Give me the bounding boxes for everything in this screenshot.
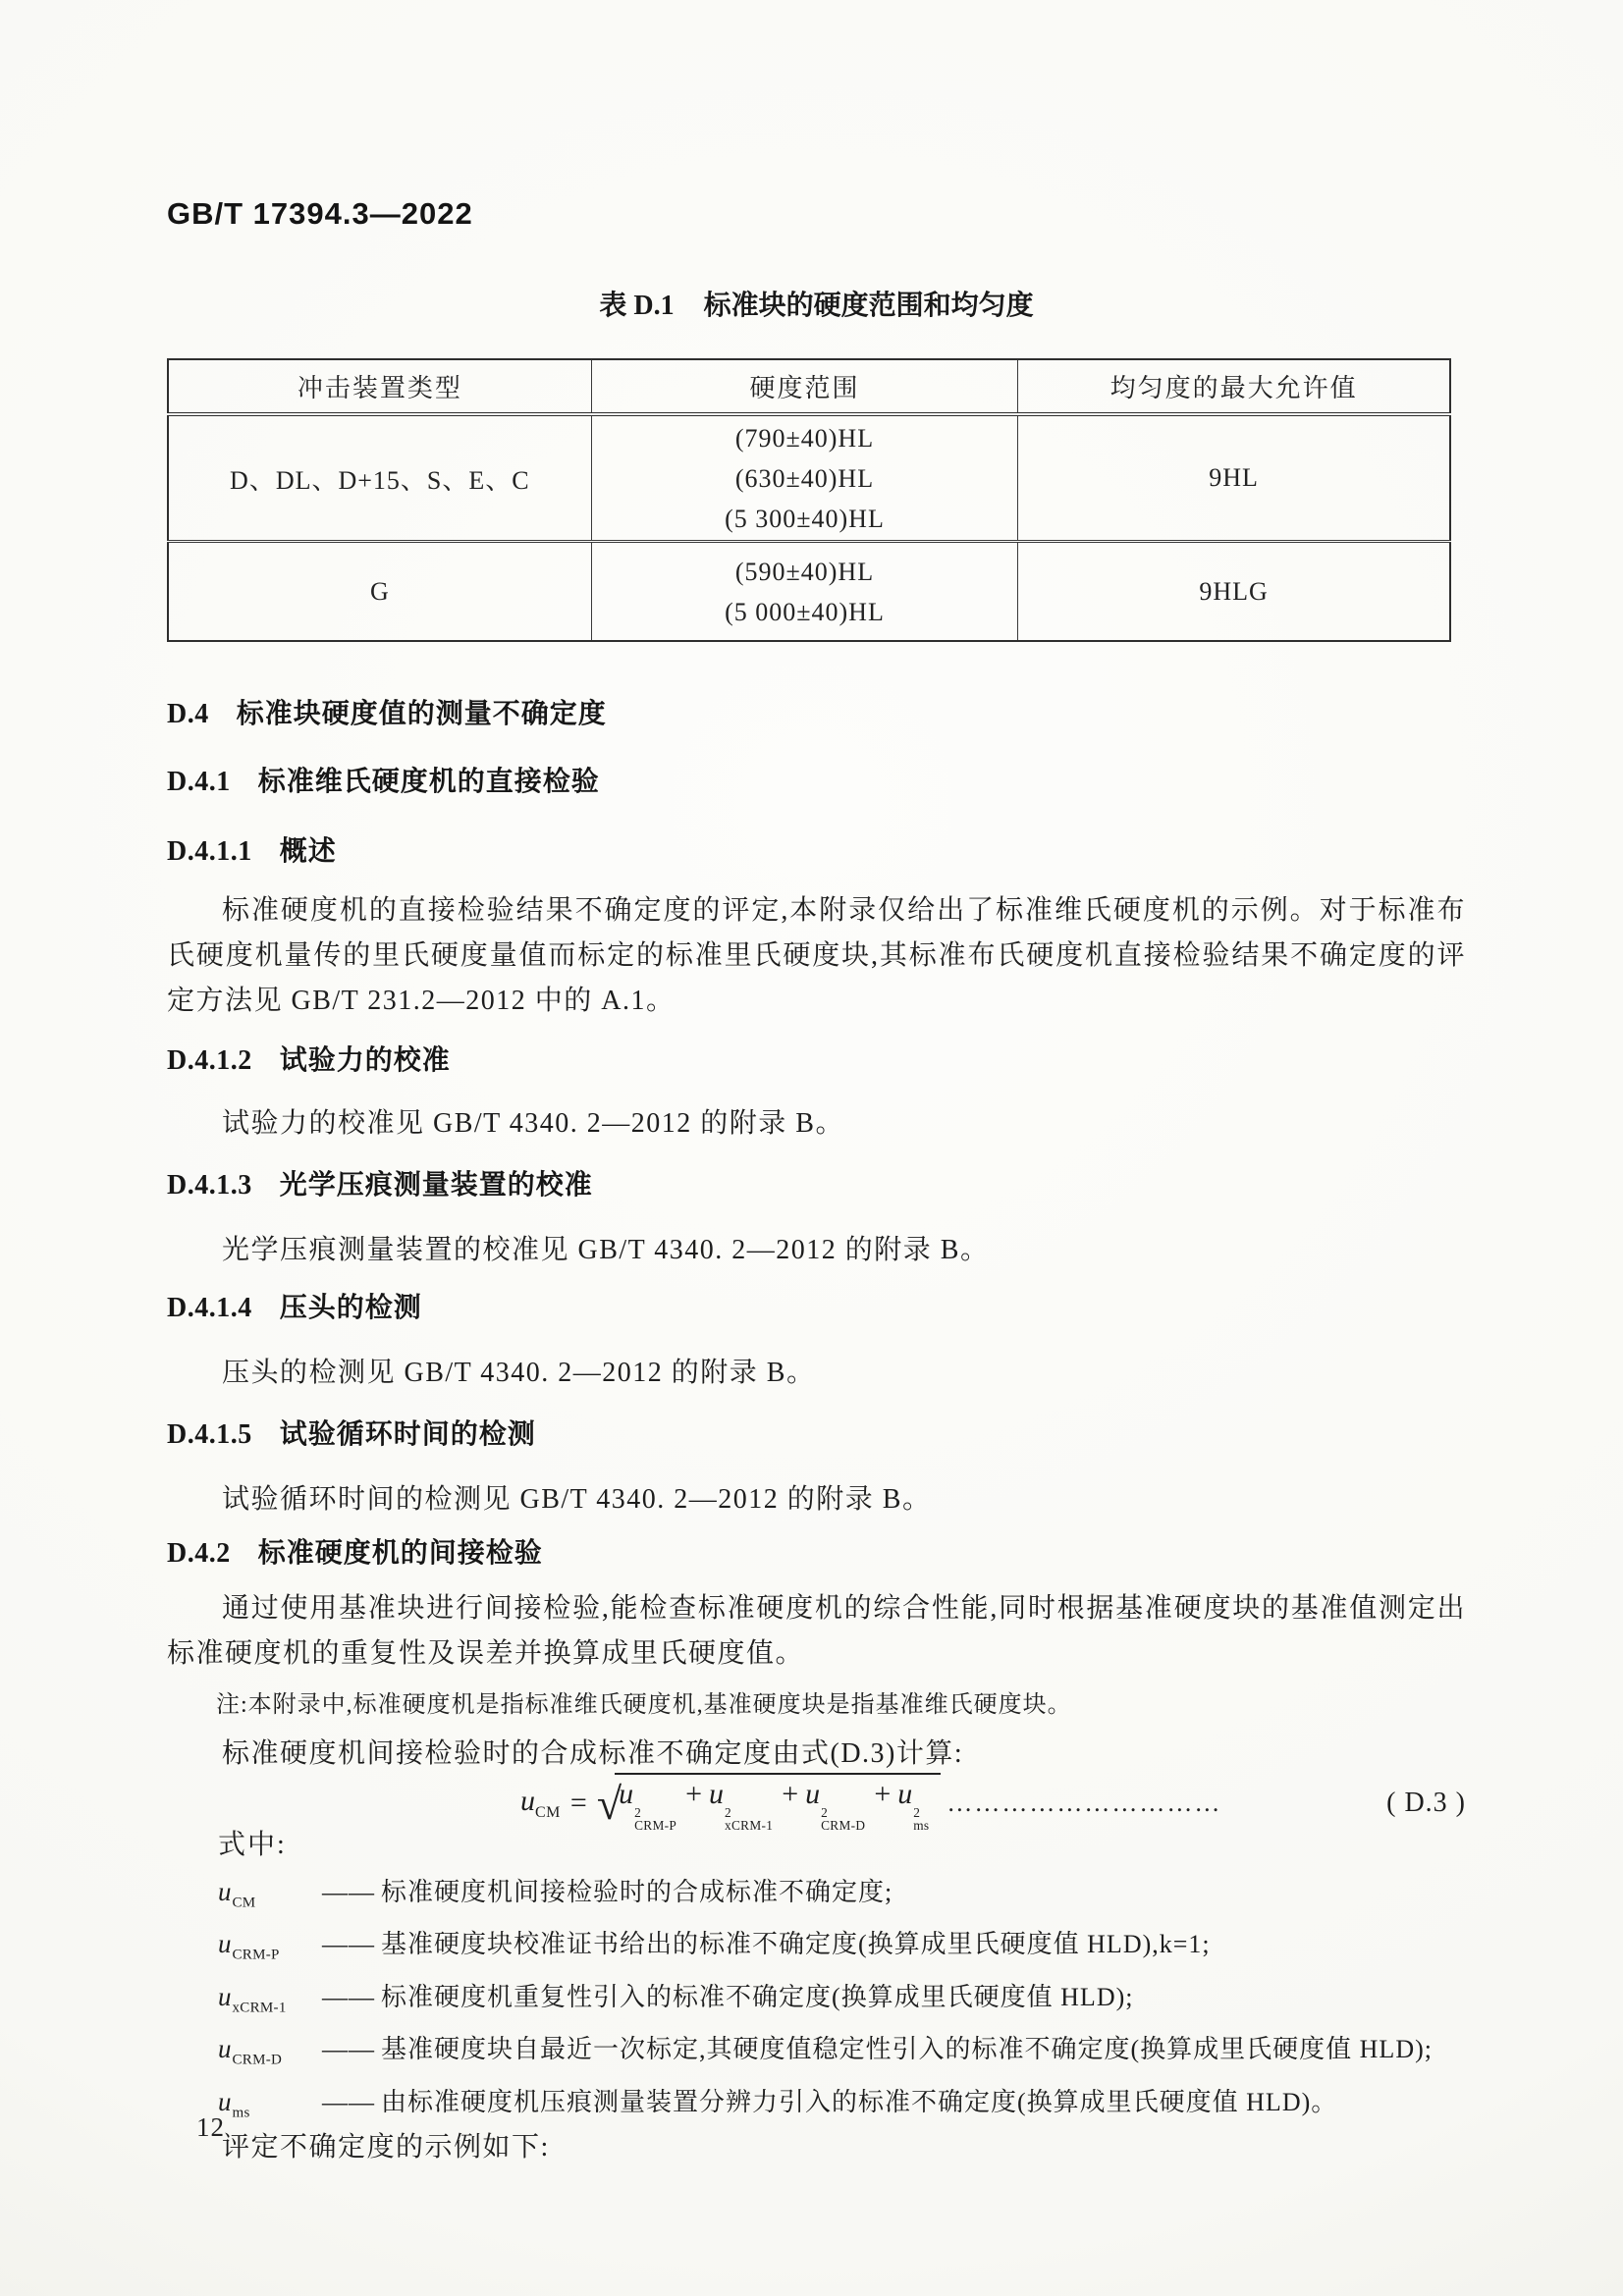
section-number: D.4.1.1 xyxy=(167,836,252,867)
section-title: 标准硬度机的间接检验 xyxy=(257,1537,543,1568)
dash: —— xyxy=(322,2035,375,2064)
col-header-hardness-range: 硬度范围 xyxy=(591,359,1018,414)
note-line: 注:本附录中,标准硬度机是指标准维氏硬度机,基准硬度块是指基准维氏硬度块。 xyxy=(216,1692,1072,1718)
definition-item xyxy=(218,1976,1466,2028)
equation-lhs: $u_{CM}$ xyxy=(520,1785,561,1821)
symbol: $u_{CRM-D}$ xyxy=(218,2034,283,2068)
definition-text: 由标准硬度机压痕测量装置分辨力引入的标准不确定度(换算成里氏硬度值 HLD)。 xyxy=(381,2087,1338,2116)
symbol: $u_{CM}$ xyxy=(218,1877,256,1911)
standard-number: GB/T 17394.3—2022 xyxy=(167,196,473,231)
dash: —— xyxy=(322,1878,375,1906)
section-heading-d415 xyxy=(167,1417,1466,1452)
section-number: D.4.1.2 xyxy=(167,1045,252,1076)
section-heading-d414 xyxy=(167,1291,1466,1325)
table-label: 表 D.1 xyxy=(599,291,675,321)
paragraph-d413: 光学压痕测量装置的校准见 GB/T 4340. 2—2012 的附录 B。 xyxy=(222,1235,990,1265)
plus-sign: + xyxy=(782,1777,799,1810)
dash: —— xyxy=(322,1982,375,2011)
paragraph-d415: 试验循环时间的检测见 GB/T 4340. 2—2012 的附录 B。 xyxy=(222,1484,932,1515)
cell-hardness-ranges xyxy=(591,414,1018,542)
table-d1 xyxy=(167,358,1451,642)
dash: —— xyxy=(322,2087,375,2116)
definition-text: 基准硬度块校准证书给出的标准不确定度(换算成里氏硬度值 HLD),k=1; xyxy=(381,1930,1211,1959)
range-value: (630±40)HL xyxy=(734,463,875,493)
formula-intro: 标准硬度机间接检验时的合成标准不确定度由式(D.3)计算: xyxy=(222,1738,964,1769)
cell-max-uniformity: 9HLG xyxy=(1018,542,1450,642)
section-title: 压头的检测 xyxy=(279,1292,422,1322)
section-title: 光学压痕测量装置的校准 xyxy=(279,1169,593,1200)
cell-max-uniformity: 9HL xyxy=(1018,414,1450,542)
table-row xyxy=(168,414,1450,542)
formula-d3 xyxy=(167,1777,1466,1833)
section-number: D.4.1 xyxy=(167,767,231,797)
paragraph-d412: 试验力的校准见 GB/T 4340. 2—2012 的附录 B。 xyxy=(222,1108,844,1139)
symbol: $u_{ms}$ xyxy=(218,2086,250,2120)
table-d1-title xyxy=(167,289,1466,323)
plus-sign: + xyxy=(685,1777,702,1810)
section-number: D.4.2 xyxy=(167,1538,231,1569)
section-number: D.4.1.3 xyxy=(167,1170,252,1201)
col-header-device-type: 冲击装置类型 xyxy=(168,359,591,414)
dotted-leader: ………………………… xyxy=(947,1789,1222,1817)
section-heading-d42 xyxy=(167,1536,1466,1571)
symbol: $u_{xCRM-1}$ xyxy=(218,1981,287,2016)
range-value: (590±40)HL xyxy=(734,557,875,586)
definition-item xyxy=(218,2028,1466,2080)
equals-sign: = xyxy=(569,1787,587,1819)
cell-device-type: D、DL、D+15、S、E、C xyxy=(168,414,591,542)
section-number: D.4 xyxy=(167,699,209,729)
page-content xyxy=(167,0,1466,2170)
section-number: D.4.1.4 xyxy=(167,1293,252,1323)
section-title: 概述 xyxy=(279,835,337,866)
section-heading-d4 xyxy=(167,697,1466,731)
dash: —— xyxy=(322,1930,375,1959)
definition-text: 标准硬度机间接检验时的合成标准不确定度; xyxy=(381,1878,893,1906)
table-row xyxy=(168,542,1450,642)
symbol: $u_{CRM-P}$ xyxy=(218,1929,280,1963)
range-value: (5 000±40)HL xyxy=(725,597,885,626)
cell-hardness-ranges xyxy=(591,542,1018,642)
paragraph-d411: 标准硬度机的直接检验结果不确定度的评定,本附录仅给出了标准维氏硬度机的示例。对于标准布氏硬度机量传的里氏硬度量值而标定的标准里氏硬度块,其标准布氏硬度机直接检验结果不确定度的评定方法见 GB/T 231.2—2012 中的 A.1。 xyxy=(167,895,1466,1016)
definition-item xyxy=(218,1871,1466,1923)
paragraph-d42: 通过使用基准块进行间接检验,能检查标准硬度机的综合性能,同时根据基准硬度块的基准值测定出标准硬度机的重复性及误差并换算成里氏硬度值。 xyxy=(167,1593,1466,1669)
definition-text: 标准硬度机重复性引入的标准不确定度(换算成里氏硬度值 HLD); xyxy=(381,1982,1134,2011)
cell-device-type: G xyxy=(168,542,591,642)
paragraph-d414: 压头的检测见 GB/T 4340. 2—2012 的附录 B。 xyxy=(222,1358,816,1388)
radical-sign: √ xyxy=(596,1779,622,1829)
page-number: 12 xyxy=(196,2112,225,2142)
section-number: D.4.1.5 xyxy=(167,1419,252,1450)
range-value: (790±40)HL xyxy=(734,423,875,453)
col-header-max-uniformity: 均匀度的最大允许值 xyxy=(1018,359,1450,414)
section-title: 试验循环时间的检测 xyxy=(279,1418,536,1449)
where-label: 式中: xyxy=(218,1830,287,1860)
equation-radicand: u 2 CRM-P + u 2 xCRM-1 + u 2 CRM-D + u 2 ms xyxy=(615,1773,941,1835)
definition-list xyxy=(167,1871,1466,2133)
section-title: 标准维氏硬度机的直接检验 xyxy=(257,766,600,796)
section-title: 标准块硬度值的测量不确定度 xyxy=(236,698,607,728)
range-value: (5 300±40)HL xyxy=(725,504,885,533)
equation-number: ( D.3 ) xyxy=(1386,1788,1466,1818)
definition-item xyxy=(218,1923,1466,1975)
section-title: 试验力的校准 xyxy=(279,1044,451,1075)
table-title-text: 标准块的硬度范围和均匀度 xyxy=(703,290,1034,320)
closing-line: 评定不确定度的示例如下: xyxy=(222,2131,550,2163)
section-heading-d41 xyxy=(167,765,1466,799)
section-heading-d411 xyxy=(167,834,1466,869)
table-header-row xyxy=(168,359,1450,414)
section-heading-d412 xyxy=(167,1043,1466,1078)
plus-sign: + xyxy=(874,1777,892,1810)
definition-text: 基准硬度块自最近一次标定,其硬度值稳定性引入的标准不确定度(换算成里氏硬度值 HLD); xyxy=(381,2035,1433,2064)
section-heading-d413 xyxy=(167,1168,1466,1202)
equation xyxy=(520,1773,941,1835)
